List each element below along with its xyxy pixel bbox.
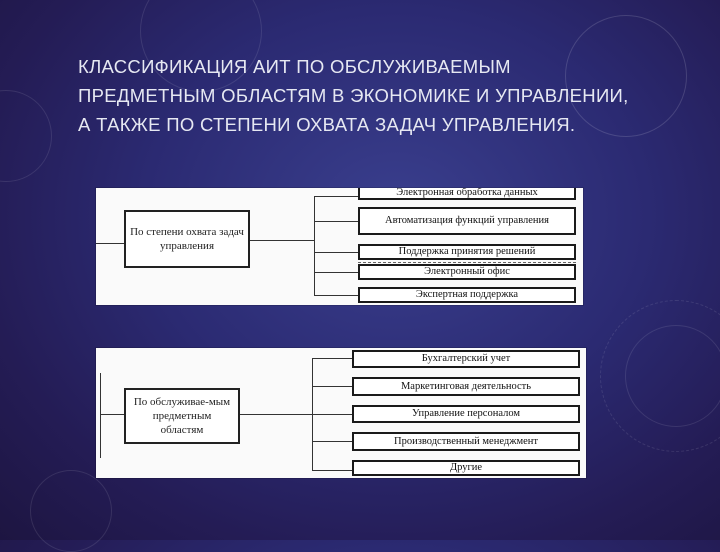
connector-line <box>314 272 358 273</box>
connector-line <box>312 414 352 415</box>
connector-line <box>96 243 124 244</box>
slide-title: КЛАССИФИКАЦИЯ АИТ ПО ОБСЛУЖИВАЕМЫМ ПРЕДМЕТНЫМ ОБЛАСТЯМ В ЭКОНОМИКЕ И УПРАВЛЕНИИ, А ТАКЖЕ ПО СТЕПЕНИ ОХВАТА ЗАДАЧ УПРАВЛЕНИЯ. <box>78 56 629 135</box>
diagram-item: Управление персоналом <box>352 405 580 423</box>
classification-diagram-domains <box>96 348 586 478</box>
decorative-circle <box>625 325 720 427</box>
connector-line <box>240 414 312 415</box>
connector-line <box>250 240 314 241</box>
diagram-item: Производственный менеджмент <box>352 432 580 451</box>
connector-line <box>314 196 358 197</box>
scan-artifact <box>358 262 576 263</box>
connector-line <box>312 441 352 442</box>
connector-line <box>312 358 352 359</box>
diagram-item: Бухгалтерский учет <box>352 350 580 368</box>
connector-line <box>314 221 358 222</box>
decorative-circle <box>0 90 52 182</box>
connector-line <box>100 414 126 415</box>
classification-diagram-scope <box>96 188 583 305</box>
connector-line <box>312 386 352 387</box>
diagram-item: Экспертная поддержка <box>358 287 576 303</box>
connector-line <box>100 373 101 458</box>
diagram-source-box: По степени охвата задач управления <box>124 210 250 268</box>
connector-line <box>312 470 352 471</box>
diagram-item: Электронная обработка данных <box>358 188 576 200</box>
diagram-item: Автоматизация функций управления <box>358 207 576 235</box>
connector-trunk <box>314 196 315 296</box>
diagram-item: Другие <box>352 460 580 476</box>
connector-line <box>314 295 358 296</box>
diagram-item: Маркетинговая деятельность <box>352 377 580 396</box>
diagram-item: Электронный офис <box>358 264 576 280</box>
connector-line <box>314 252 358 253</box>
diagram-item: Поддержка принятия решений <box>358 244 576 260</box>
diagram-source-box: По обслуживае-мым предметным областям <box>124 388 240 444</box>
